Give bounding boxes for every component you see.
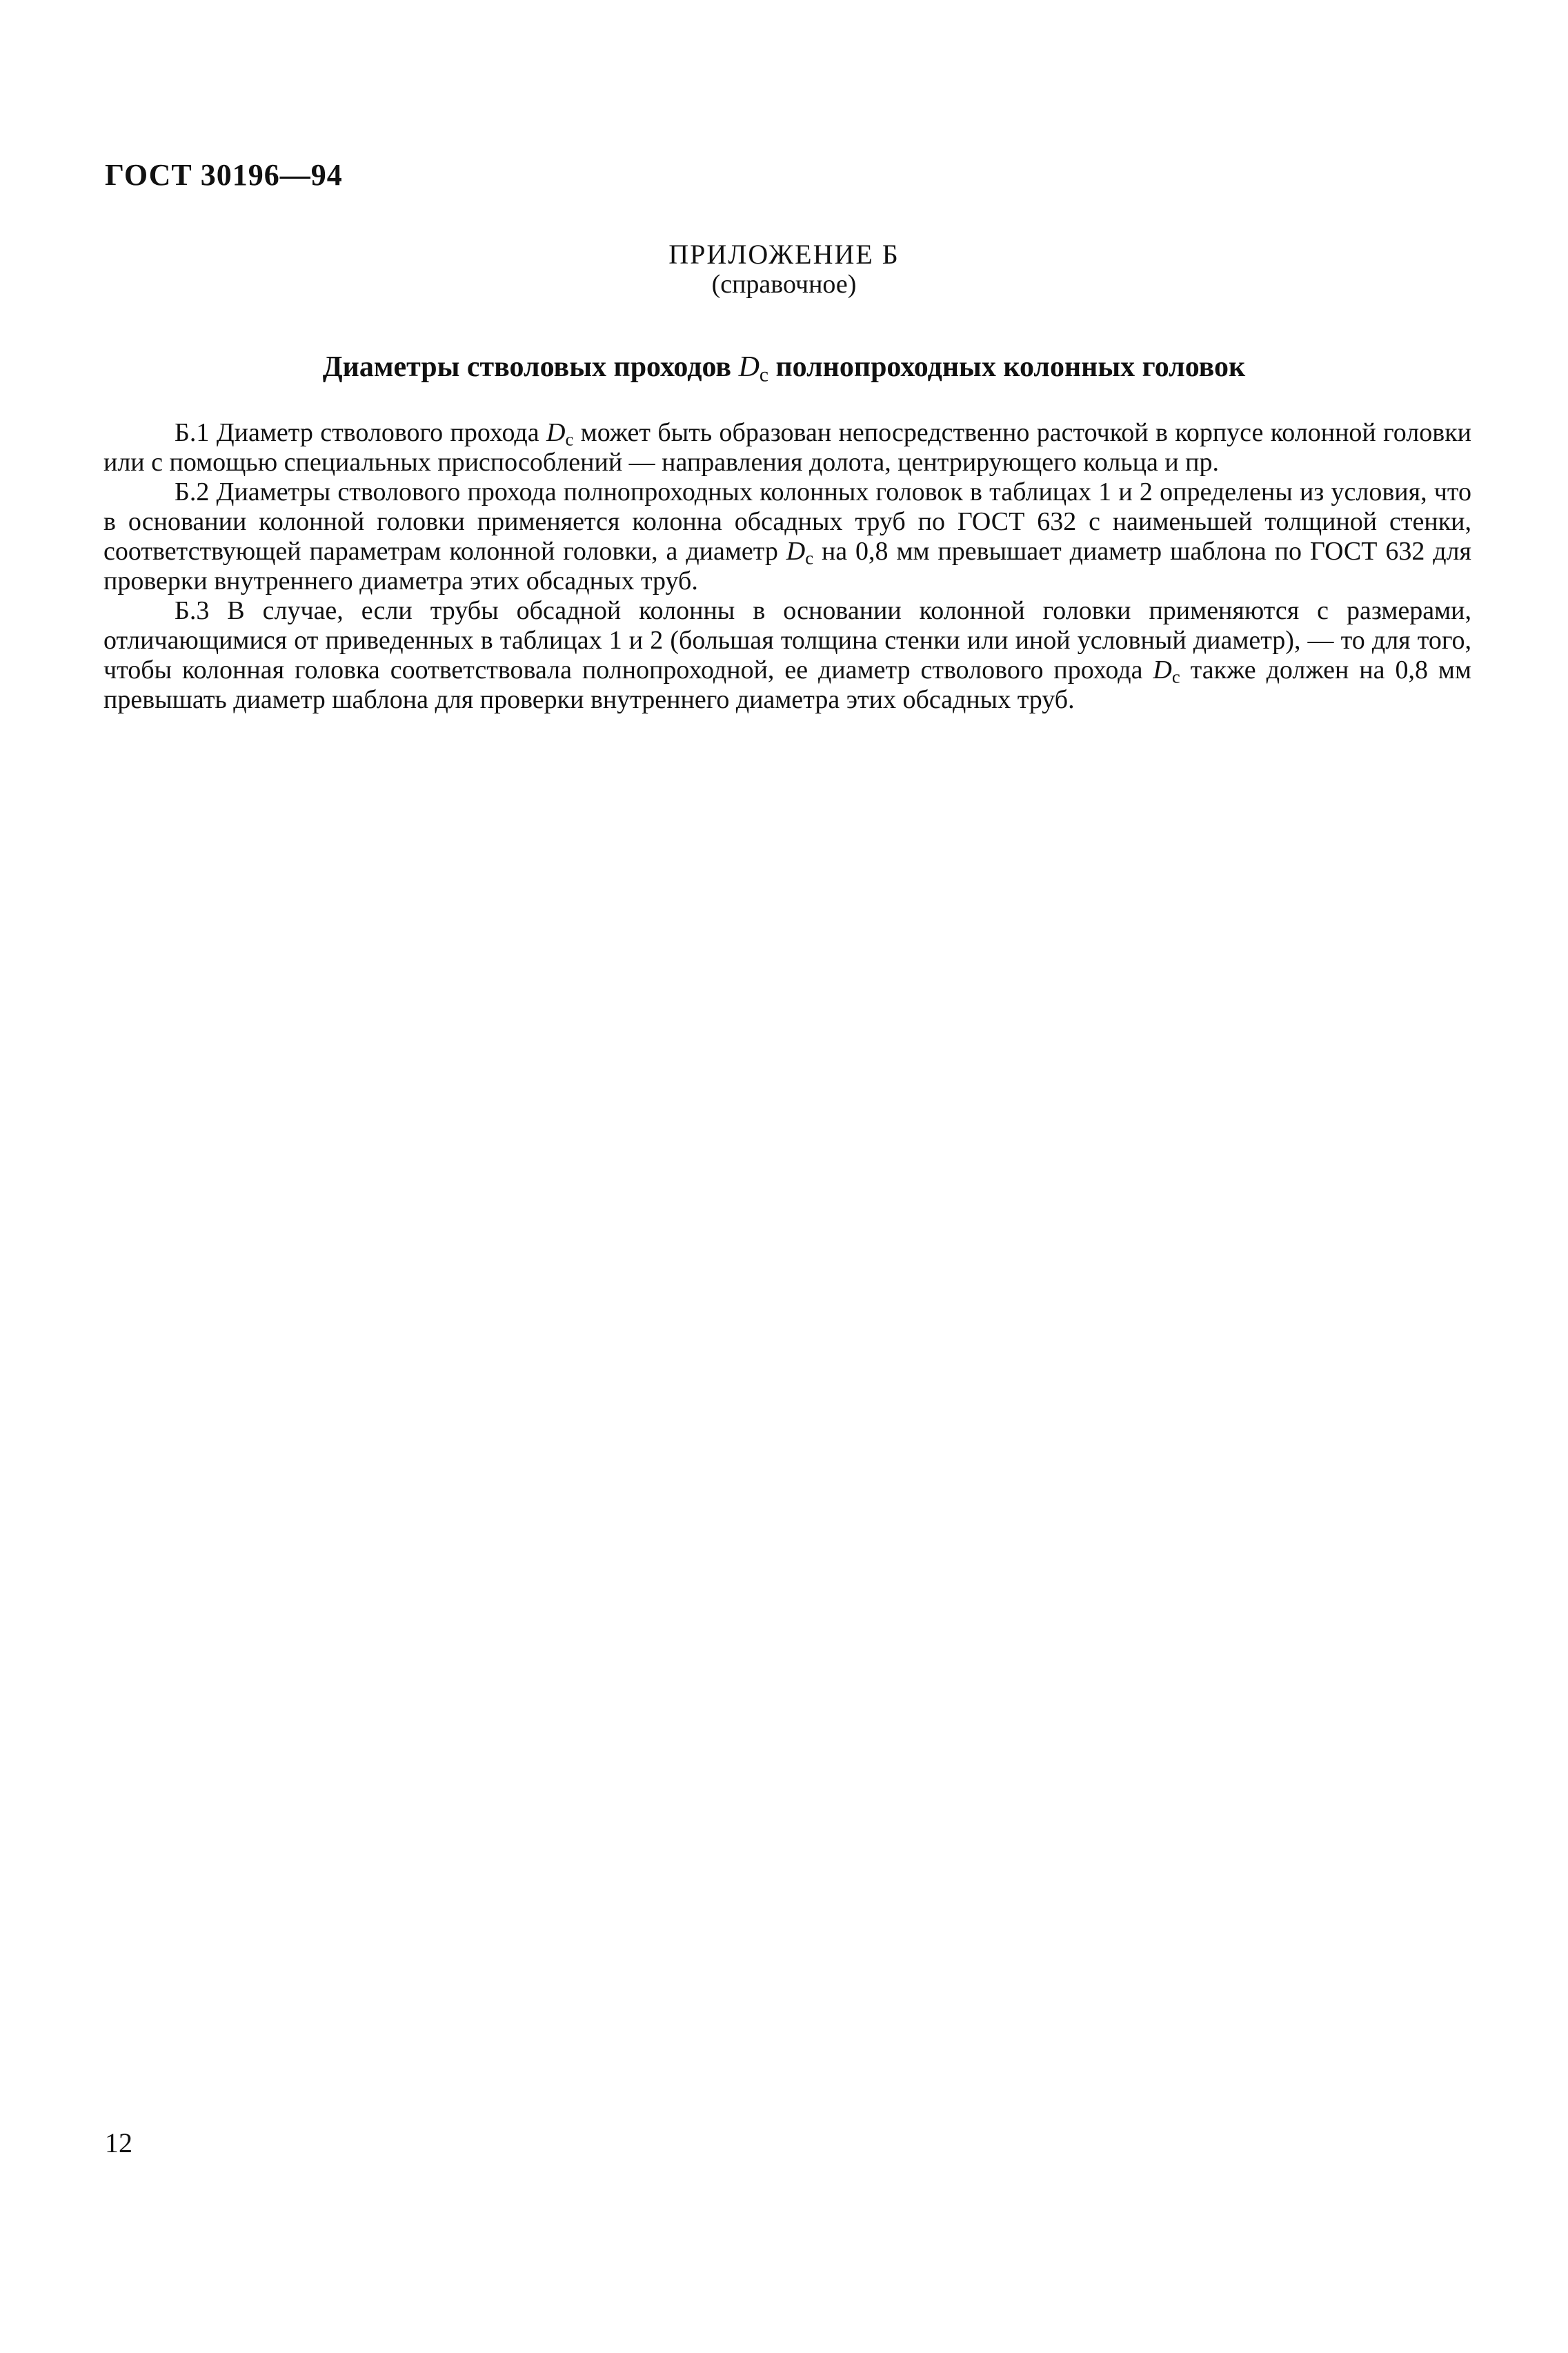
document-id: ГОСТ 30196—94: [105, 158, 343, 192]
paragraph-b3: Б.3 В случае, если трубы обсадной колонны в основании колонной головки применяются с размерами, отличающимися от приведенных в таблицах 1 и 2 (большая толщина стенки или иной условный диаметр), — то для того, чтобы колонная головка соответствовала полнопроходной, ее диаметр стволового прохода $D_c$ также должен на 0,8 мм превышать диаметр шаблона для проверки внутреннего диаметра этих обсадных труб.: [103, 596, 1471, 714]
paragraph-b2: Б.2 Диаметры стволового прохода полнопроходных колонных головок в таблицах 1 и 2 определены из условия, что в основании колонной головки применяется колонна обсадных труб по ГОСТ 632 с наименьшей толщиной стенки, соответствующей параметрам колонной головки, а диаметр $D_c$ на 0,8 мм превышает диаметр шаблона по ГОСТ 632 для проверки внутреннего диаметра этих обсадных труб.: [103, 478, 1472, 595]
diameter-symbol: $D_c$: [738, 351, 768, 386]
appendix-subtitle: (справочное): [711, 270, 857, 299]
heading-text-start: Диаметры стволовых проходов: [322, 351, 739, 383]
appendix-title: ПРИЛОЖЕНИЕ Б: [668, 239, 900, 270]
paragraph-b1: Б.1 Диаметр стволового прохода $D_c$ может быть образован непосредственно расточкой в корпусе колонной головки или с помощью специальных приспособлений — направления долота, центрирующего кольца и пр.: [103, 418, 1471, 477]
section-heading: [0, 351, 1568, 384]
diameter-symbol: $D_c$: [546, 418, 574, 450]
heading-text-end: полнопроходных колонных головок: [768, 351, 1246, 383]
body-text: [103, 418, 1471, 715]
diameter-symbol: $D_c$: [1153, 656, 1180, 687]
page-number: 12: [105, 2127, 132, 2158]
diameter-symbol: $D_c$: [786, 537, 814, 569]
